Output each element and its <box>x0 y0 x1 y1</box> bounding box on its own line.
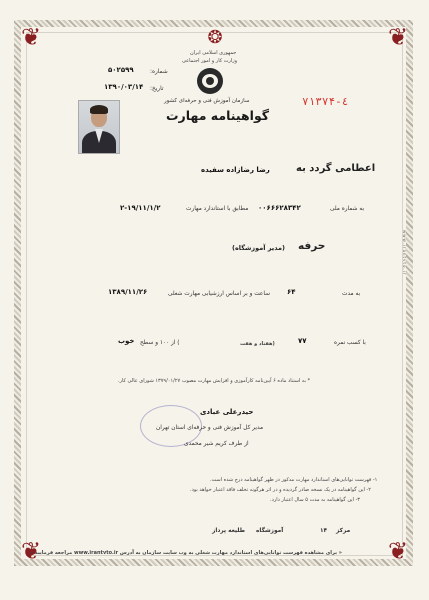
trade-label: حرفه <box>298 240 326 252</box>
tvto-logo-icon <box>197 68 223 94</box>
ministry-line1: جمهوری اسلامی ایران <box>190 50 237 56</box>
corner-ornament-icon: ❦ <box>387 537 409 565</box>
footer-note: ۳- این گواهینامه به مدت ۵ سال اعتبار دارد. <box>270 497 360 503</box>
legal-note: * به استناد ماده ۶ آیین‌نامه کارآموزی و افزایش مهارت مصوب ۱۳۷۹/۰۱/۲۷ شورای عالی کار. <box>118 378 311 384</box>
signatory-name: حیدرعلی عبادی <box>200 408 254 416</box>
award-phrase: اعطامی گردد به <box>296 163 376 174</box>
national-id-value: ۰۰۶۶۶۲۸۳۴۲ <box>258 204 301 212</box>
institute-value: طلیعه پرداز <box>212 528 246 534</box>
awardee-name: رضا رضازاده سفیده <box>201 166 270 174</box>
duration-text: ساعت و بر اساس ارزشیابی مهارت شغلی <box>168 291 270 297</box>
number-value: ۵۰۲۵۹۹ <box>108 66 134 74</box>
center-label: مرکز <box>336 528 351 534</box>
evaluation-date: ۱۳۸۹/۱۱/۲۶ <box>108 288 148 296</box>
certificate-title: گواهینامه مهارت <box>166 108 270 123</box>
number-label: شماره: <box>150 69 168 75</box>
duration-label: به مدت <box>342 291 361 297</box>
institute-label: آموزشگاه <box>256 528 284 534</box>
score-out-of: ) از ۱۰۰ و سطح <box>140 340 180 346</box>
score-label: با کسب نمره <box>334 340 366 346</box>
ministry-line2: وزارت کار و امور اجتماعی <box>182 58 238 64</box>
corner-ornament-icon: ❦ <box>20 537 42 565</box>
center-value: ۱۴ <box>320 528 328 534</box>
score-value: ۷۷ <box>298 337 307 345</box>
trade-value: (مدیر آموزشگاه) <box>232 244 285 252</box>
corner-ornament-icon: ❦ <box>387 23 409 51</box>
standard-value: ۲-۱۹/۱۱/۱/۲ <box>120 204 161 212</box>
website-notice: « برای مشاهده فهرست توانایی‌های استاندارد مهارت شغلی به وب سایت سازمان به آدرس www.irantvto.ir مراجعه فرمایید » <box>30 550 342 556</box>
duration-hours: ۶۴ <box>287 288 296 296</box>
score-words: (هفتاد و هفت <box>240 341 275 347</box>
standard-label: مطابق با استاندارد مهارت <box>186 206 249 212</box>
date-label: تاریخ: <box>150 86 164 92</box>
org-name: سازمان آموزش فنی و حرفه‌ای کشور <box>164 98 250 104</box>
signatory-on-behalf: از طرف کریم شیر محمدی <box>184 441 249 447</box>
holder-photo <box>78 100 120 154</box>
date-value: ۱۳۹۰/۰۳/۱۴ <box>104 83 144 91</box>
footer-note: ۱- فهرست توانایی‌های استاندارد مهارت مذکور در ظهر گواهینامه درج شده است. <box>210 477 378 483</box>
serial-number: ۷۱۳۷۴-٤ <box>302 95 349 108</box>
signatory-title: مدیر کل آموزش فنی و حرفه‌ای استان تهران <box>156 425 264 431</box>
national-id-label: به شماره ملی <box>330 206 365 212</box>
footer-note: ۲- این گواهینامه در یک نسخه صادر گردیده و در اثر هرگونه تخلف فاقد اعتبار خواهد بود. <box>190 487 371 493</box>
score-level: خوب <box>118 337 135 345</box>
side-watermark-text: www.irantvto.ir <box>402 230 407 276</box>
corner-ornament-icon: ❦ <box>20 23 42 51</box>
national-emblem-icon: ❂ <box>207 27 223 48</box>
